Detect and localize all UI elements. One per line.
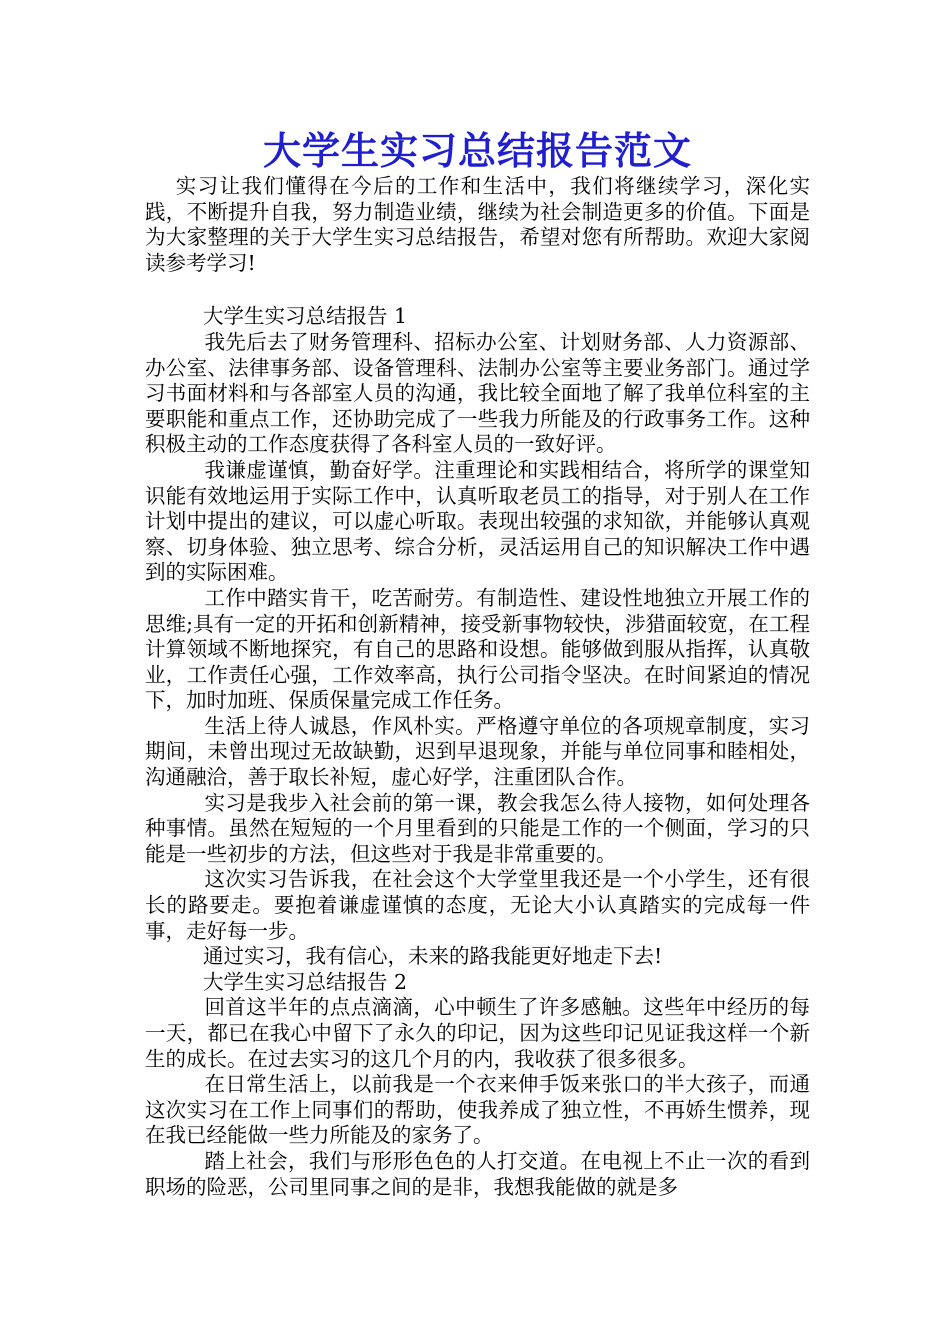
body-paragraph: 踏上社会，我们与形形色色的人打交道。在电视上不止一次的看到职场的险恶，公司里同事之间的是非，我想我能做的就是多: [145, 1148, 810, 1199]
body-paragraph: 实习是我步入社会前的第一课，教会我怎么待人接物，如何处理各种事情。虽然在短短的一个月里看到的只能是工作的一个侧面，学习的只能是一些初步的方法，但这些对于我是非常重要的。: [145, 790, 810, 866]
intro-paragraph: 实习让我们懂得在今后的工作和生活中，我们将继续学习，深化实践，不断提升自我，努力制造业绩，继续为社会制造更多的价值。下面是为大家整理的关于大学生实习总结报告，希望对您有所帮助。欢迎大家阅读参考学习!: [145, 174, 810, 275]
body-paragraph: 这次实习告诉我，在社会这个大学堂里我还是一个小学生，还有很长的路要走。要抱着谦虚谨慎的态度，无论大小认真踏实的完成每一件事，走好每一步。: [145, 867, 810, 943]
section-heading-2: 大学生实习总结报告 2: [203, 969, 408, 994]
document-page: [145, 128, 810, 1200]
closing-line: 通过实习，我有信心，未来的路我能更好地走下去!: [203, 944, 663, 969]
section-heading-1: 大学生实习总结报告 1: [203, 304, 408, 329]
body-paragraph: 回首这半年的点点滴滴，心中顿生了许多感触。这些年中经历的每一天，都已在我心中留下了永久的印记，因为这些印记见证我这样一个新生的成长。在过去实习的这几个月的内，我收获了很多很多。: [145, 995, 810, 1071]
body-paragraph: 生活上待人诚恳，作风朴实。严格遵守单位的各项规章制度，实习期间，未曾出现过无故缺勤，迟到早退现象，并能与单位同事和睦相处，沟通融洽，善于取长补短，虚心好学，注重团队合作。: [145, 713, 810, 790]
body-paragraph: 在日常生活上，以前我是一个衣来伸手饭来张口的半大孩子，而通这次实习在工作上同事们的帮助，使我养成了独立性，不再娇生惯养，现在我已经能做一些力所能及的家务了。: [145, 1072, 810, 1148]
document-title: 大学生实习总结报告范文: [262, 129, 692, 173]
body-paragraph: 工作中踏实肯干，吃苦耐劳。有制造性、建设性地独立开展工作的思维;具有一定的开拓和创新精神，接受新事物较快，涉猎面较宽，在工程计算领域不断地探究，有自己的思路和设想。能够做到服从指挥，认真敬业，工作责任心强，工作效率高，执行公司指令坚决。在时间紧迫的情况下，加时加班、保质保量完成工作任务。: [145, 585, 810, 713]
body-paragraph: 我先后去了财务管理科、招标办公室、计划财务部、人力资源部、办公室、法律事务部、设备管理科、法制办公室等主要业务部门。通过学习书面材料和与各部室人员的沟通，我比较全面地了解了我单位科室的主要职能和重点工作，还协助完成了一些我力所能及的行政事务工作。这种积极主动的工作态度获得了各科室人员的一致好评。: [145, 329, 810, 457]
body-paragraph: 我谦虚谨慎，勤奋好学。注重理论和实践相结合，将所学的课堂知识能有效地运用于实际工作中，认真听取老员工的指导，对于别人在工作计划中提出的建议，可以虚心听取。表现出较强的求知欲，并能够认真观察、切身体验、独立思考、综合分析，灵活运用自己的知识解决工作中遇到的实际困难。: [145, 457, 810, 585]
